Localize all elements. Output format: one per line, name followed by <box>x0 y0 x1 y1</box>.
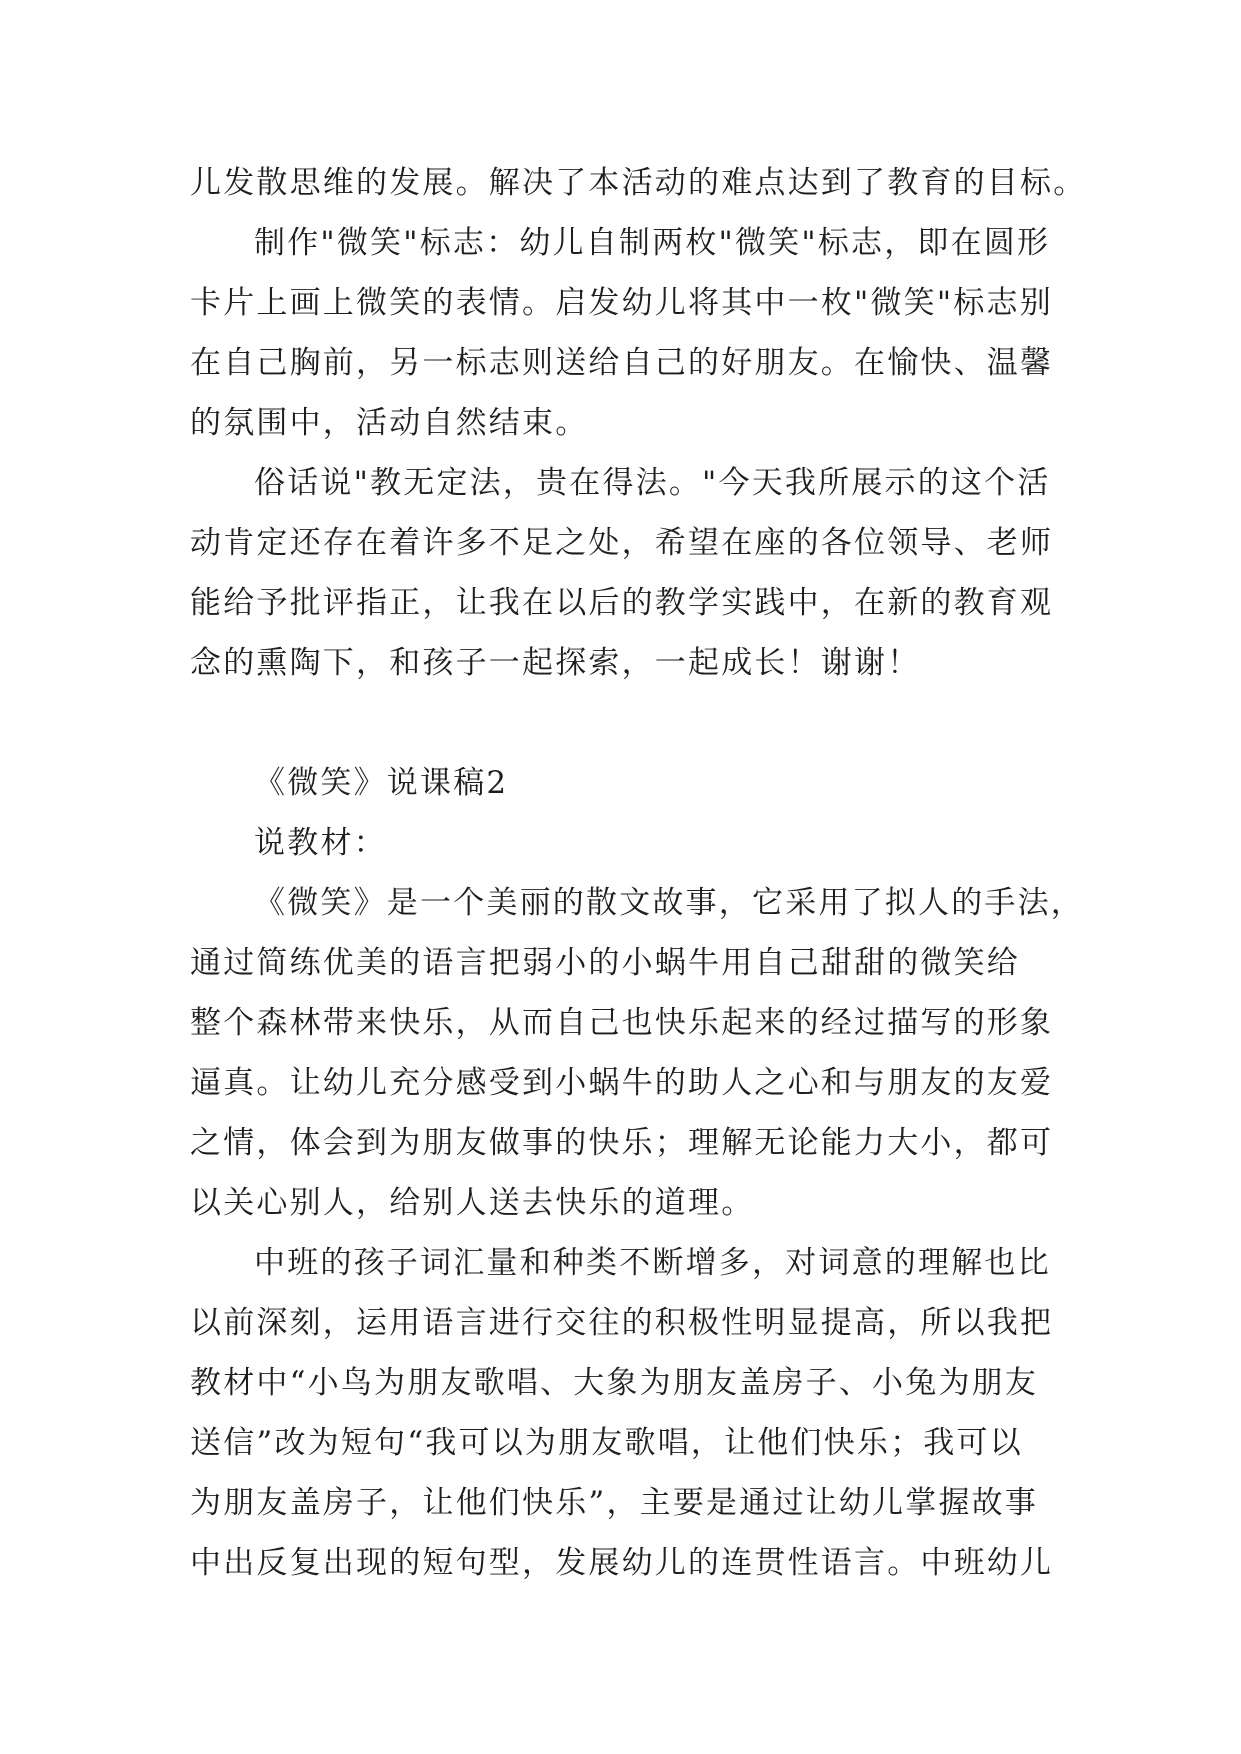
section-title: 《微笑》说课稿2 <box>254 765 509 801</box>
section-subtitle: 说教材： <box>254 825 387 861</box>
paragraph-line: 儿发散思维的发展。解决了本活动的难点达到了教育的目标。 <box>190 165 1087 201</box>
paragraph-line: 制作"微笑"标志：幼儿自制两枚"微笑"标志，即在圆形 <box>254 225 1051 261</box>
paragraph-line: 动肯定还存在着许多不足之处，希望在座的各位领导、老师 <box>190 525 1054 561</box>
paragraph-line: 念的熏陶下，和孩子一起探索，一起成长！谢谢！ <box>190 645 921 681</box>
paragraph-line: 以关心别人，给别人送去快乐的道理。 <box>190 1185 755 1221</box>
paragraph-line: 通过简练优美的语言把弱小的小蜗牛用自己甜甜的微笑给 <box>190 945 1020 981</box>
paragraph-line: 中出反复出现的短句型，发展幼儿的连贯性语言。中班幼儿 <box>190 1545 1054 1581</box>
paragraph-line: 为朋友盖房子，让他们快乐”，主要是通过让幼儿掌握故事 <box>190 1485 1039 1521</box>
paragraph-line: 教材中“小鸟为朋友歌唱、大象为朋友盖房子、小兔为朋友 <box>190 1365 1039 1401</box>
paragraph-line: 的氛围中，活动自然结束。 <box>190 405 589 441</box>
paragraph-line: 中班的孩子词汇量和种类不断增多，对词意的理解也比 <box>254 1245 1051 1281</box>
paragraph-line: 能给予批评指正，让我在以后的教学实践中，在新的教育观 <box>190 585 1054 621</box>
paragraph-line: 以前深刻，运用语言进行交往的积极性明显提高，所以我把 <box>190 1305 1054 1341</box>
paragraph-line: 《微笑》是一个美丽的散文故事，它采用了拟人的手法， <box>254 885 1084 921</box>
paragraph-line: 在自己胸前，另一标志则送给自己的好朋友。在愉快、温馨 <box>190 345 1054 381</box>
paragraph-line: 逼真。让幼儿充分感受到小蜗牛的助人之心和与朋友的友爱 <box>190 1065 1054 1101</box>
paragraph-line: 整个森林带来快乐，从而自己也快乐起来的经过描写的形象 <box>190 1005 1054 1041</box>
paragraph-line: 卡片上画上微笑的表情。启发幼儿将其中一枚"微笑"标志别 <box>190 285 1053 321</box>
paragraph-line: 俗话说"教无定法，贵在得法。"今天我所展示的这个活 <box>254 465 1051 501</box>
paragraph-line: 送信”改为短句“我可以为朋友歌唱，让他们快乐；我可以 <box>190 1425 1023 1461</box>
paragraph-line: 之情，体会到为朋友做事的快乐；理解无论能力大小，都可 <box>190 1125 1054 1161</box>
